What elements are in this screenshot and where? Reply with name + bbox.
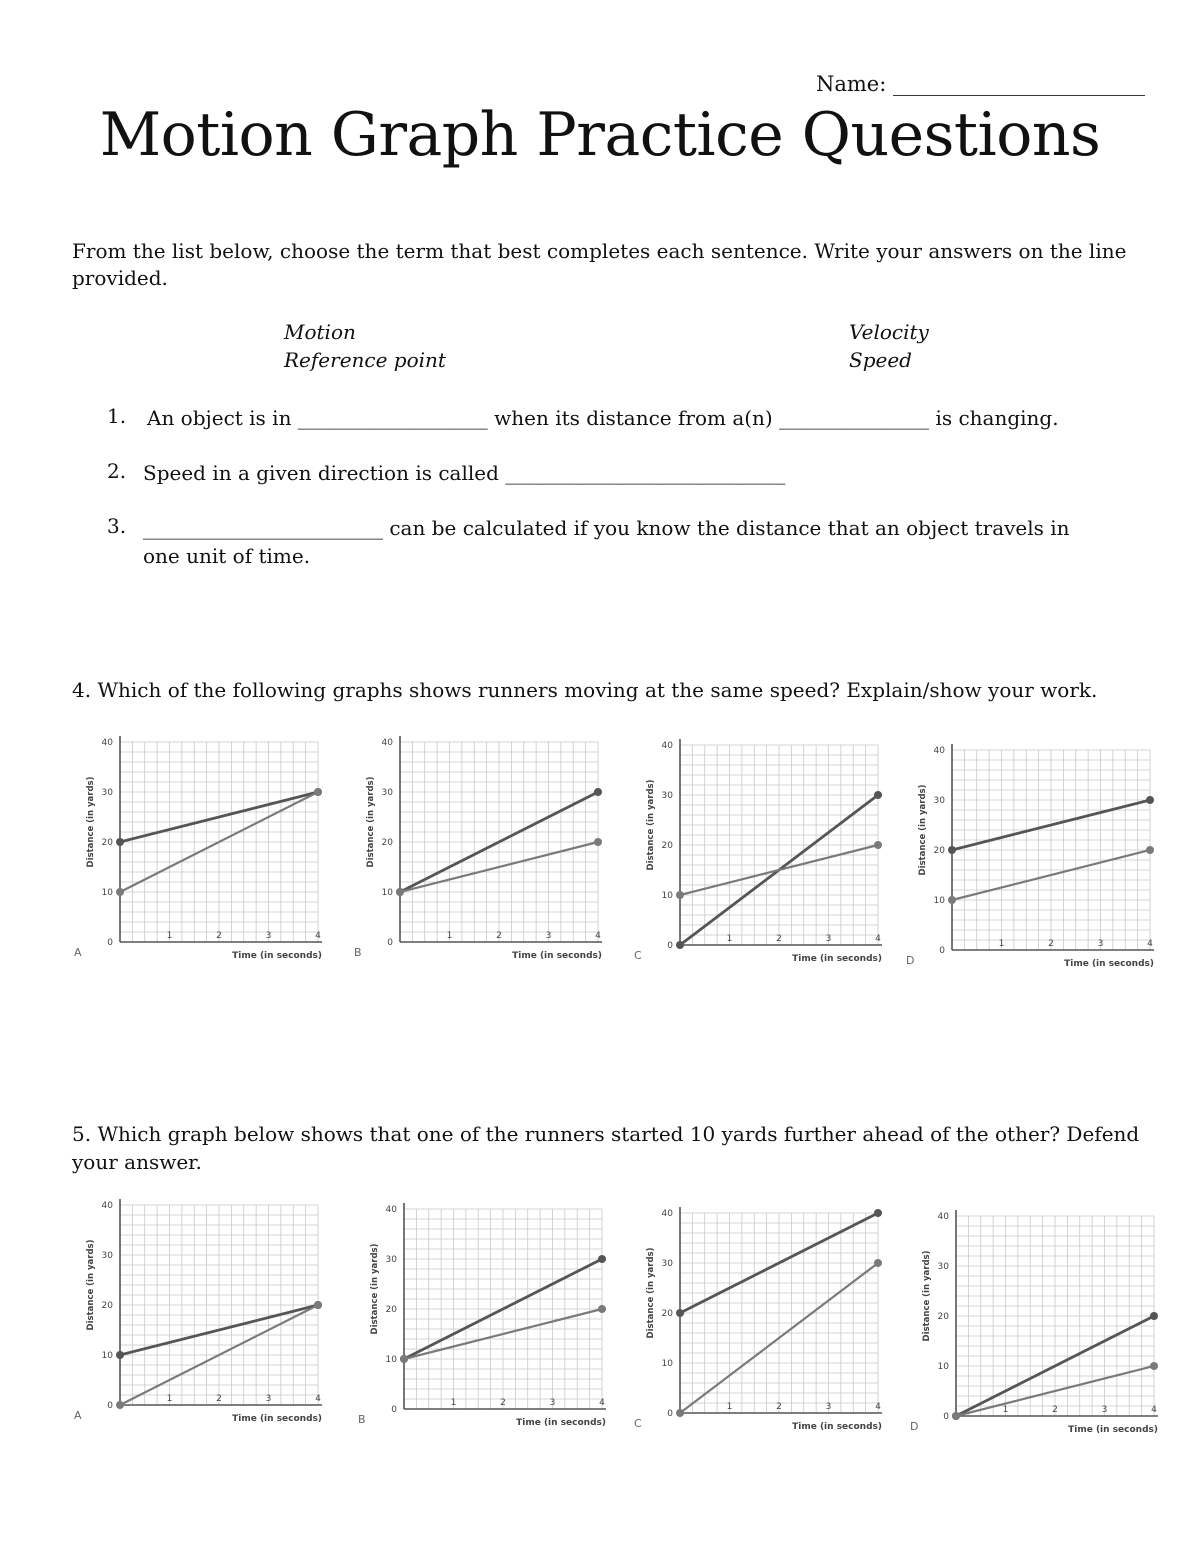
y-tick-label: 0 [939,946,945,956]
x-tick-label: 2 [776,1402,782,1412]
grid [952,750,1150,950]
y-axis-title: Distance (in yards) [646,779,656,871]
x-tick-label: 4 [595,931,601,941]
y-tick-label: 20 [101,1301,113,1311]
data-point [874,791,882,799]
x-axis-title: Time (in seconds) [1068,1425,1158,1435]
question-number: 2. [107,459,127,483]
y-tick-label: 40 [385,1205,397,1215]
data-point [598,1255,606,1263]
y-tick-label: 10 [385,1355,397,1365]
x-tick-label: 3 [549,1398,556,1408]
y-tick-label: 10 [101,888,113,898]
graph-q4-d [904,740,1166,978]
panel-label: C [634,949,642,962]
y-tick-label: 30 [933,796,945,806]
panel-label: B [354,946,362,959]
y-tick-label: 20 [661,841,673,851]
data-point [1150,1312,1158,1320]
name-field-label: Name: ________________________ [816,72,1145,96]
x-tick-label: 4 [599,1398,605,1408]
x-tick-label: 2 [216,931,222,941]
data-point [1146,846,1154,854]
x-tick-label: 2 [500,1398,506,1408]
grid [680,745,878,945]
y-axis-title: Distance (in yards) [918,784,928,876]
y-tick-label: 30 [101,788,113,798]
panel-label: C [634,1417,642,1430]
y-tick-label: 40 [381,738,393,748]
y-tick-label: 0 [107,938,113,948]
graph-q5-d [908,1206,1170,1444]
y-tick-label: 40 [937,1212,949,1222]
x-axis-title: Time (in seconds) [516,1418,606,1428]
page-title: Motion Graph Practice Questions [99,100,1101,170]
y-tick-label: 30 [937,1262,949,1272]
x-tick-label: 3 [265,1394,272,1404]
y-tick-label: 40 [933,746,945,756]
y-tick-label: 30 [101,1251,113,1261]
x-axis-title: Time (in seconds) [792,1422,882,1432]
y-tick-label: 20 [933,846,945,856]
data-point [116,1351,124,1359]
y-tick-label: 10 [101,1351,113,1361]
panel-label: D [910,1420,919,1433]
data-point [676,941,684,949]
x-axis-title: Time (in seconds) [1064,959,1154,969]
y-tick-label: 40 [101,738,113,748]
y-axis-title: Distance (in yards) [370,1243,380,1335]
data-point [116,1401,124,1409]
data-point [874,1259,882,1267]
y-tick-label: 0 [391,1405,397,1415]
y-tick-label: 10 [937,1362,949,1372]
graph-q5-b [356,1199,618,1437]
x-axis-title: Time (in seconds) [512,951,602,961]
y-tick-label: 40 [661,741,673,751]
x-tick-label: 1 [450,1398,457,1408]
data-point [314,1301,322,1309]
y-tick-label: 40 [661,1209,673,1219]
x-tick-label: 4 [315,1394,321,1404]
data-point [116,838,124,846]
term-velocity: Velocity [849,320,929,344]
data-point [676,1309,684,1317]
x-tick-label: 1 [726,1402,733,1412]
y-axis-title: Distance (in yards) [646,1247,656,1339]
data-point [948,896,956,904]
x-tick-label: 3 [825,1402,832,1412]
data-point [396,888,404,896]
data-point [116,888,124,896]
data-point [594,788,602,796]
term-motion: Motion [284,320,356,344]
x-tick-label: 3 [545,931,552,941]
graph-q4-a [72,732,334,970]
question-5: 5. Which graph below shows that one of the runners started 10 yards further ahead of the other? Defend your answer. [72,1122,1140,1174]
y-tick-label: 40 [101,1201,113,1211]
y-axis-title: Distance (in yards) [922,1250,932,1342]
x-tick-label: 1 [998,939,1005,949]
y-tick-label: 20 [661,1309,673,1319]
y-tick-label: 30 [385,1255,397,1265]
x-tick-label: 2 [776,934,782,944]
grid [120,1205,318,1405]
question-text: Speed in a given direction is called ____________________________ [143,461,786,485]
y-tick-label: 10 [933,896,945,906]
y-tick-label: 20 [385,1305,397,1315]
x-tick-label: 3 [265,931,272,941]
data-point [676,1409,684,1417]
y-tick-label: 10 [661,891,673,901]
instructions: From the list below, choose the term that best completes each sentence. Write your answers on the line provided. [72,239,1127,290]
x-tick-label: 3 [825,934,832,944]
data-point [874,841,882,849]
x-tick-label: 1 [446,931,453,941]
y-tick-label: 20 [101,838,113,848]
data-point [314,788,322,796]
y-tick-label: 0 [667,1409,673,1419]
x-tick-label: 4 [1147,939,1153,949]
y-tick-label: 20 [937,1312,949,1322]
x-tick-label: 1 [166,1394,173,1404]
y-tick-label: 30 [381,788,393,798]
graph-q5-c [632,1203,894,1441]
x-tick-label: 2 [1048,939,1054,949]
data-point [676,891,684,899]
y-axis-title: Distance (in yards) [86,1239,96,1331]
x-axis-title: Time (in seconds) [232,951,322,961]
question-number: 3. [107,514,127,538]
data-point [874,1209,882,1217]
term-speed: Speed [849,348,912,372]
data-point [952,1412,960,1420]
y-tick-label: 0 [107,1401,113,1411]
x-tick-label: 4 [1151,1405,1157,1415]
data-point [948,846,956,854]
y-tick-label: 30 [661,791,673,801]
y-axis-title: Distance (in yards) [86,776,96,868]
y-tick-label: 0 [387,938,393,948]
x-tick-label: 1 [166,931,173,941]
graph-q4-c [632,735,894,973]
data-point [1150,1362,1158,1370]
y-tick-label: 20 [381,838,393,848]
y-tick-label: 0 [943,1412,949,1422]
x-tick-label: 2 [1052,1405,1058,1415]
question-4: 4. Which of the following graphs shows runners moving at the same speed? Explain/show your work. [72,678,1098,702]
y-axis-title: Distance (in yards) [366,776,376,868]
x-tick-label: 2 [496,931,502,941]
data-point [598,1305,606,1313]
x-tick-label: 1 [726,934,733,944]
panel-label: A [74,946,82,959]
y-tick-label: 10 [381,888,393,898]
grid [956,1216,1154,1416]
panel-label: B [358,1413,366,1426]
x-tick-label: 3 [1097,939,1104,949]
question-text: An object is in ___________________ when its distance from a(n) _______________ is changing. [147,406,1059,430]
panel-label: D [906,954,915,967]
y-tick-label: 0 [667,941,673,951]
x-tick-label: 4 [315,931,321,941]
y-tick-label: 30 [661,1259,673,1269]
data-point [400,1355,408,1363]
data-point [594,838,602,846]
grid [680,1213,878,1413]
question-number: 1. [107,404,127,428]
x-axis-title: Time (in seconds) [792,954,882,964]
data-point [1146,796,1154,804]
x-tick-label: 2 [216,1394,222,1404]
panel-label: A [74,1409,82,1422]
x-tick-label: 3 [1101,1405,1108,1415]
x-tick-label: 4 [875,934,881,944]
term-reference-point: Reference point [284,348,446,372]
y-tick-label: 10 [661,1359,673,1369]
x-tick-label: 1 [1002,1405,1009,1415]
question-text: ________________________ can be calculated if you know the distance that an object travels in one unit of time. [143,516,1070,568]
x-axis-title: Time (in seconds) [232,1414,322,1424]
graph-q5-a [72,1195,334,1433]
graph-q4-b [352,732,614,970]
x-tick-label: 4 [875,1402,881,1412]
